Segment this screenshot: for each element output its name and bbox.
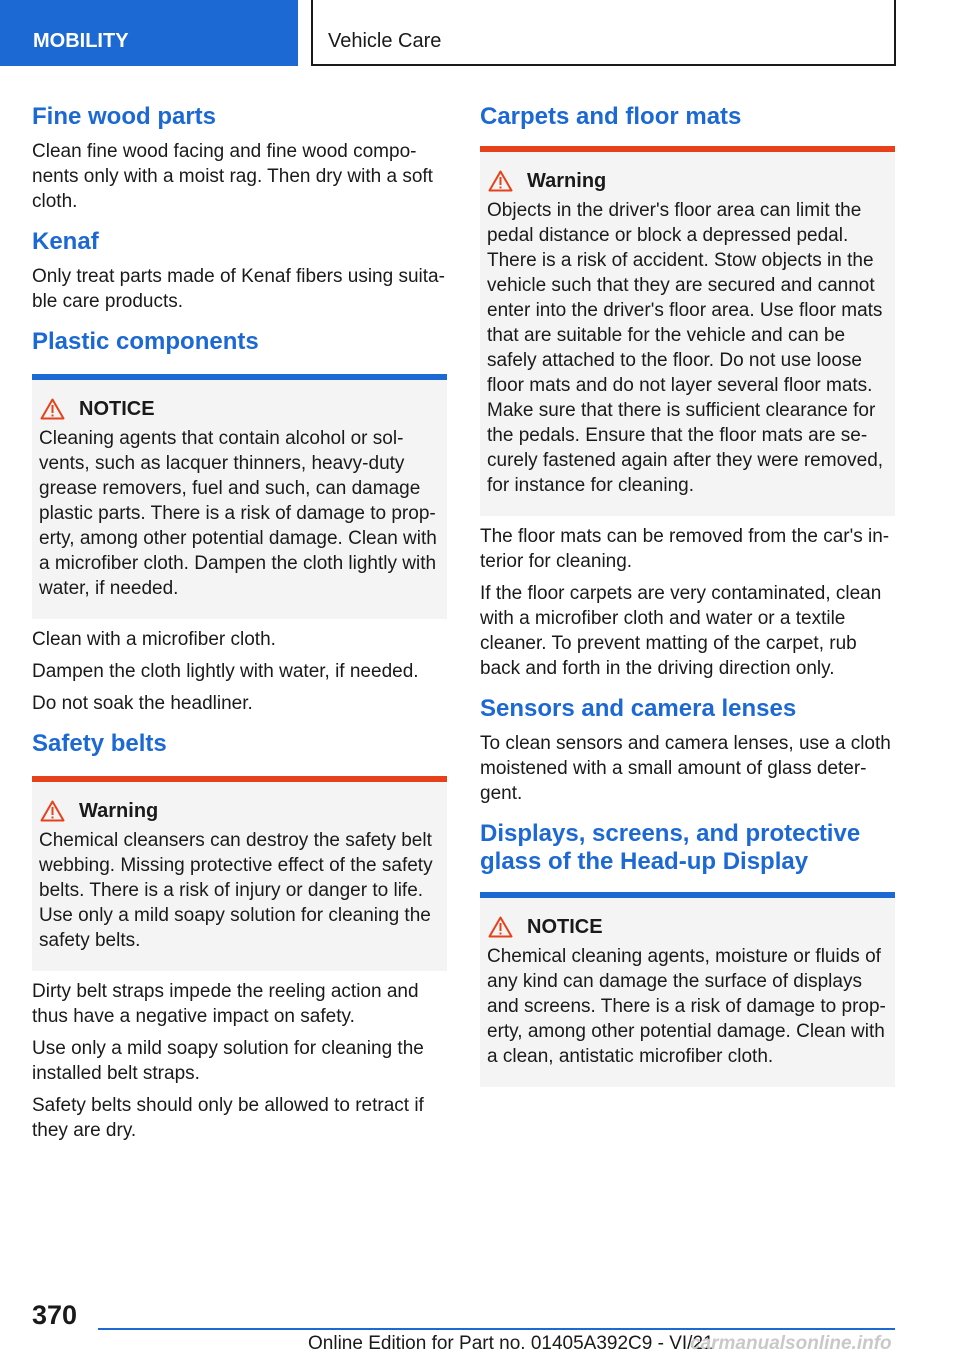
plastic-paragraph: Dampen the cloth lightly with water, if needed. (32, 661, 419, 682)
chapter-tab: Vehicle Care (311, 0, 896, 66)
notice-text: Cleaning agents that contain alcohol or sol- vents, such as lacquer thinners, heavy-duty grease removers, fuel and such, can damage plastic parts. There is a risk of damage to prop- erty, among other potential damage. Clean with a microfiber cloth. Dampen the cloth lightly with water, if needed. (39, 428, 437, 599)
warning-text: Objects in the driver's floor area can limit the pedal distance or block a depressed pedal. There is a risk of accident. Stow objects in the vehicle such that they are secured and cannot enter into the driver's floor area. Use floor mats that are suitable for the vehicle and can be safely attached to the floor. Do not use loose floor mats and do not layer several floor mats. Make sure that there is sufficient clearance for the pedals. Ensure that the floor mats are se- curely fastened again after they were removed, for instance for cleaning. (487, 200, 884, 496)
warning-triangle-icon (40, 800, 65, 822)
carpets-paragraph: The floor mats can be removed from the car's in- terior for cleaning. (480, 526, 890, 572)
plastic-notice-box (32, 374, 447, 619)
page-header (0, 0, 960, 66)
warning-triangle-icon (40, 398, 65, 420)
plastic-paragraph: Do not soak the headliner. (32, 693, 253, 714)
belts-paragraph: Safety belts should only be allowed to retract if they are dry. (32, 1095, 424, 1141)
belts-paragraph: Dirty belt straps impede the reeling action and thus have a negative impact on safety. (32, 981, 419, 1027)
footer-divider (98, 1328, 895, 1330)
carpets-warning-box (480, 146, 895, 516)
fine-wood-heading: Fine wood parts (32, 103, 217, 130)
fine-wood-text: Clean fine wood facing and fine wood compo- nents only with a moist rag. Then dry with a soft cloth. (32, 141, 433, 212)
warning-header (39, 798, 439, 824)
warning-text: Chemical cleansers can destroy the safety belt webbing. Missing protective effect of the safety belts. There is a risk of injury or danger to life. Use only a mild soapy solution for cleaning the safety belts. (39, 830, 433, 951)
displays-heading: Displays, screens, and protective glass of the Head-up Display (480, 820, 861, 875)
notice-header (487, 914, 887, 940)
carpets-paragraph: If the floor carpets are very contaminated, clean with a microfiber cloth and water or a textile cleaner. To prevent matting of the carpet, rub back and forth in the driving direction only. (480, 583, 882, 679)
left-column (32, 100, 447, 1143)
page-number: 370 (32, 1300, 78, 1330)
plastic-paragraph: Clean with a microfiber cloth. (32, 629, 276, 650)
carpets-heading: Carpets and floor mats (480, 103, 742, 130)
notice-title: NOTICE (527, 915, 603, 938)
safety-belts-heading: Safety belts (32, 730, 167, 757)
section-tab: MOBILITY (0, 0, 298, 66)
kenaf-heading: Kenaf (32, 228, 99, 255)
warning-triangle-icon (488, 916, 513, 938)
right-column (480, 100, 895, 1087)
notice-title: NOTICE (79, 397, 155, 420)
kenaf-text: Only treat parts made of Kenaf fibers using suita- ble care products. (32, 266, 445, 312)
warning-header (487, 168, 887, 194)
belts-warning-box (32, 776, 447, 971)
watermark: carmanualsonline.info (690, 1333, 892, 1354)
edition-text: Online Edition for Part no. 01405A392C9 - VI/21 (308, 1333, 714, 1354)
sensors-heading: Sensors and camera lenses (480, 695, 797, 722)
displays-notice-box (480, 892, 895, 1087)
warning-title: Warning (527, 169, 607, 192)
belts-paragraph: Use only a mild soapy solution for cleaning the installed belt straps. (32, 1038, 424, 1084)
warning-triangle-icon (488, 170, 513, 192)
notice-text: Chemical cleaning agents, moisture or fluids of any kind can damage the surface of displays and screens. There is a risk of damage to prop- erty, among other potential damage. Clean with a clean, antistatic microfiber cloth. (487, 946, 886, 1067)
sensors-text: To clean sensors and camera lenses, use a cloth moistened with a small amount of glass deter- gent. (480, 733, 891, 804)
notice-header (39, 396, 439, 422)
warning-title: Warning (79, 799, 159, 822)
plastic-heading: Plastic components (32, 328, 259, 355)
